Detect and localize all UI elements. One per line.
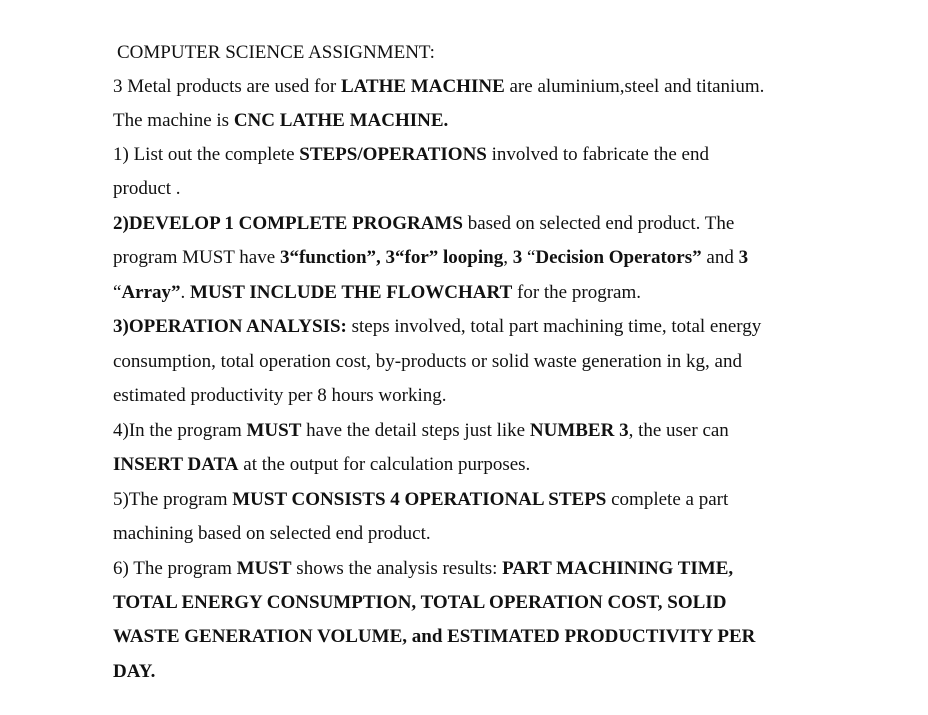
bold-text: INSERT DATA bbox=[113, 454, 239, 475]
bold-text: MUST bbox=[236, 558, 292, 579]
item-6-line-3 bbox=[113, 620, 755, 654]
text: complete a part bbox=[606, 489, 729, 510]
item-3-line-2 bbox=[113, 345, 742, 379]
item-1-line-1 bbox=[113, 138, 709, 172]
text: The machine is bbox=[113, 110, 234, 131]
text: 6) The program bbox=[113, 558, 237, 579]
bold-text: 3 bbox=[738, 247, 749, 268]
item-3-line-1 bbox=[113, 310, 761, 344]
bold-text: Decision Operators” bbox=[535, 247, 702, 268]
bold-text: STEPS/OPERATIONS bbox=[299, 144, 487, 165]
item-4-line-2 bbox=[113, 448, 530, 482]
text: for the program. bbox=[512, 282, 641, 303]
item-2-line-2 bbox=[113, 241, 748, 275]
text: “ bbox=[113, 282, 122, 303]
text: are aluminium,steel and titanium. bbox=[504, 76, 765, 97]
bold-text: 2)DEVELOP 1 COMPLETE PROGRAMS bbox=[113, 213, 463, 234]
item-4-line-1 bbox=[113, 414, 729, 448]
bold-text: PART MACHINING TIME, bbox=[502, 558, 734, 579]
text: consumption, total operation cost, by-products or solid waste generation in kg, and bbox=[113, 351, 742, 372]
text: estimated productivity per 8 hours working. bbox=[113, 385, 447, 406]
bold-text: DAY. bbox=[113, 661, 156, 682]
item-3-line-3 bbox=[113, 379, 447, 413]
text: based on selected end product. The bbox=[462, 213, 735, 234]
intro-line-2 bbox=[113, 104, 448, 138]
text: 1) List out the complete bbox=[113, 144, 300, 165]
text: steps involved, total part machining time, total energy bbox=[346, 316, 762, 337]
text: and bbox=[701, 247, 739, 268]
bold-text: Array” bbox=[121, 282, 181, 303]
text: “ bbox=[522, 247, 536, 268]
text: have the detail steps just like bbox=[301, 420, 530, 441]
bold-text: MUST bbox=[246, 420, 302, 441]
bold-text: 3“function”, 3“for” looping bbox=[279, 247, 504, 268]
bold-text: MUST CONSISTS 4 OPERATIONAL STEPS bbox=[232, 489, 607, 510]
text: . bbox=[180, 282, 191, 303]
text: 5)The program bbox=[113, 489, 233, 510]
text: involved to fabricate the end bbox=[486, 144, 709, 165]
item-6-line-1 bbox=[113, 552, 733, 586]
text: , bbox=[503, 247, 513, 268]
item-5-line-2 bbox=[113, 517, 431, 551]
text: program MUST have bbox=[113, 247, 280, 268]
bold-text: WASTE GENERATION VOLUME, and ESTIMATED PRODUCTIVITY PER bbox=[113, 626, 756, 647]
bold-text: NUMBER 3 bbox=[529, 420, 629, 441]
document-title bbox=[117, 36, 435, 70]
item-6-line-2 bbox=[113, 586, 726, 620]
item-5-line-1 bbox=[113, 483, 728, 517]
text: machining based on selected end product. bbox=[113, 523, 431, 544]
item-6-line-4 bbox=[113, 655, 155, 689]
text: shows the analysis results: bbox=[291, 558, 503, 579]
bold-text: 3 bbox=[512, 247, 523, 268]
text: 4)In the program bbox=[113, 420, 247, 441]
item-2-line-1 bbox=[113, 207, 734, 241]
title-text: COMPUTER SCIENCE ASSIGNMENT: bbox=[117, 42, 435, 63]
bold-text: 3)OPERATION ANALYSIS: bbox=[113, 316, 347, 337]
text: 3 Metal products are used for bbox=[113, 76, 341, 97]
bold-text: LATHE MACHINE bbox=[340, 76, 505, 97]
bold-text: CNC LATHE MACHINE. bbox=[233, 110, 449, 131]
text: product . bbox=[113, 178, 181, 199]
bold-text: TOTAL ENERGY CONSUMPTION, TOTAL OPERATION COST, SOLID bbox=[113, 592, 727, 613]
intro-line-1 bbox=[113, 70, 764, 104]
bold-text: MUST INCLUDE THE FLOWCHART bbox=[190, 282, 513, 303]
text: , the user can bbox=[628, 420, 729, 441]
item-2-line-3 bbox=[113, 276, 641, 310]
text: at the output for calculation purposes. bbox=[238, 454, 531, 475]
item-1-line-2 bbox=[113, 172, 181, 206]
